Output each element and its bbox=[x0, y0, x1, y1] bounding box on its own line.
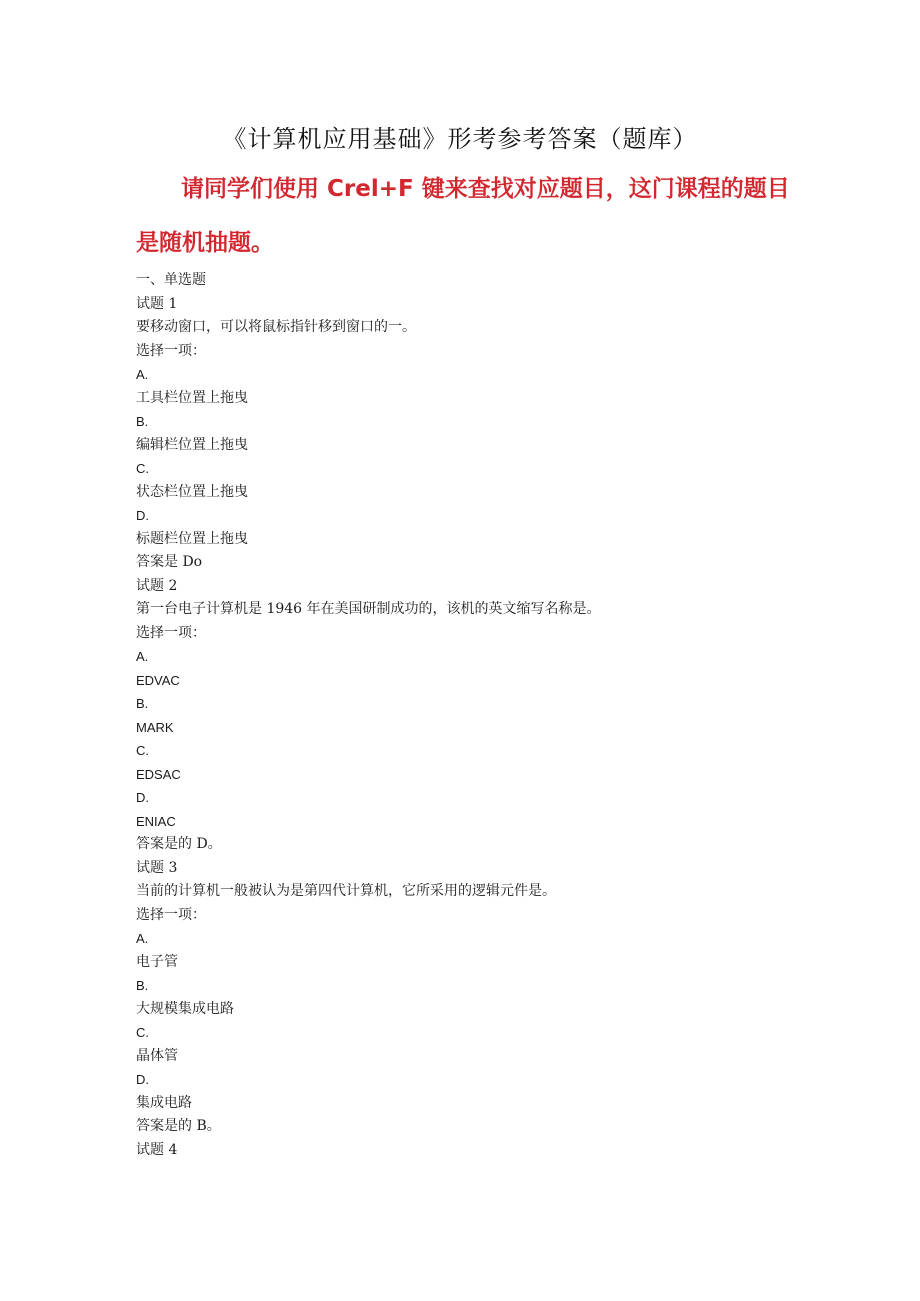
option-letter: A. bbox=[136, 649, 149, 664]
notice-line-2: 是随机抽题。 bbox=[136, 230, 274, 256]
answer-text: 答案是 Do bbox=[136, 554, 203, 570]
option-text: 编辑栏位置上拖曳 bbox=[136, 436, 248, 453]
option-text: 大规模集成电路 bbox=[136, 1000, 234, 1017]
option-letter: B. bbox=[136, 414, 149, 429]
option-letter: B. bbox=[136, 978, 149, 993]
question-stem: 要移动窗口，可以将鼠标指针移到窗口的一。 bbox=[136, 319, 416, 335]
option-letter: C. bbox=[136, 461, 149, 476]
option-text: 标题栏位置上拖曳 bbox=[136, 530, 248, 547]
question-label: 试题 4 bbox=[136, 1141, 178, 1158]
option-letter: C. bbox=[136, 743, 149, 758]
option-text: MARK bbox=[136, 719, 174, 735]
document-title: 《计算机应用基础》形考参考答案（题库） bbox=[222, 125, 698, 153]
question-prompt: 选择一项： bbox=[136, 906, 206, 923]
option-text: 晶体管 bbox=[136, 1047, 178, 1064]
option-letter: A. bbox=[136, 931, 149, 946]
question-stem: 当前的计算机一般被认为是第四代计算机，它所采用的逻辑元件是。 bbox=[136, 883, 556, 899]
option-text: 状态栏位置上拖曳 bbox=[136, 483, 248, 500]
option-letter: C. bbox=[136, 1025, 149, 1040]
option-text: EDVAC bbox=[136, 672, 180, 688]
answer-text: 答案是的 D。 bbox=[136, 836, 222, 852]
option-text: 工具栏位置上拖曳 bbox=[136, 389, 248, 406]
notice-line-1: 请同学们使用 Crel+F 键来查找对应题目，这门课程的题目 bbox=[181, 176, 790, 202]
question-prompt: 选择一项： bbox=[136, 342, 206, 359]
answer-text: 答案是的 B。 bbox=[136, 1118, 221, 1134]
option-text: 集成电路 bbox=[136, 1094, 192, 1111]
option-letter: A. bbox=[136, 367, 149, 382]
option-letter: D. bbox=[136, 508, 149, 523]
option-letter: B. bbox=[136, 696, 149, 711]
question-stem: 第一台电子计算机是 1946 年在美国研制成功的，该机的英文缩写名称是。 bbox=[136, 601, 601, 617]
question-label: 试题 2 bbox=[136, 577, 178, 594]
question-prompt: 选择一项： bbox=[136, 624, 206, 641]
section-heading: 一、单选题 bbox=[136, 272, 206, 288]
option-text: 电子管 bbox=[136, 953, 178, 970]
question-list bbox=[136, 269, 836, 1162]
option-text: EDSAC bbox=[136, 766, 181, 782]
option-letter: D. bbox=[136, 1072, 149, 1087]
question-label: 试题 1 bbox=[136, 295, 178, 312]
option-letter: D. bbox=[136, 790, 149, 805]
question-label: 试题 3 bbox=[136, 859, 178, 876]
option-text: ENIAC bbox=[136, 813, 176, 829]
